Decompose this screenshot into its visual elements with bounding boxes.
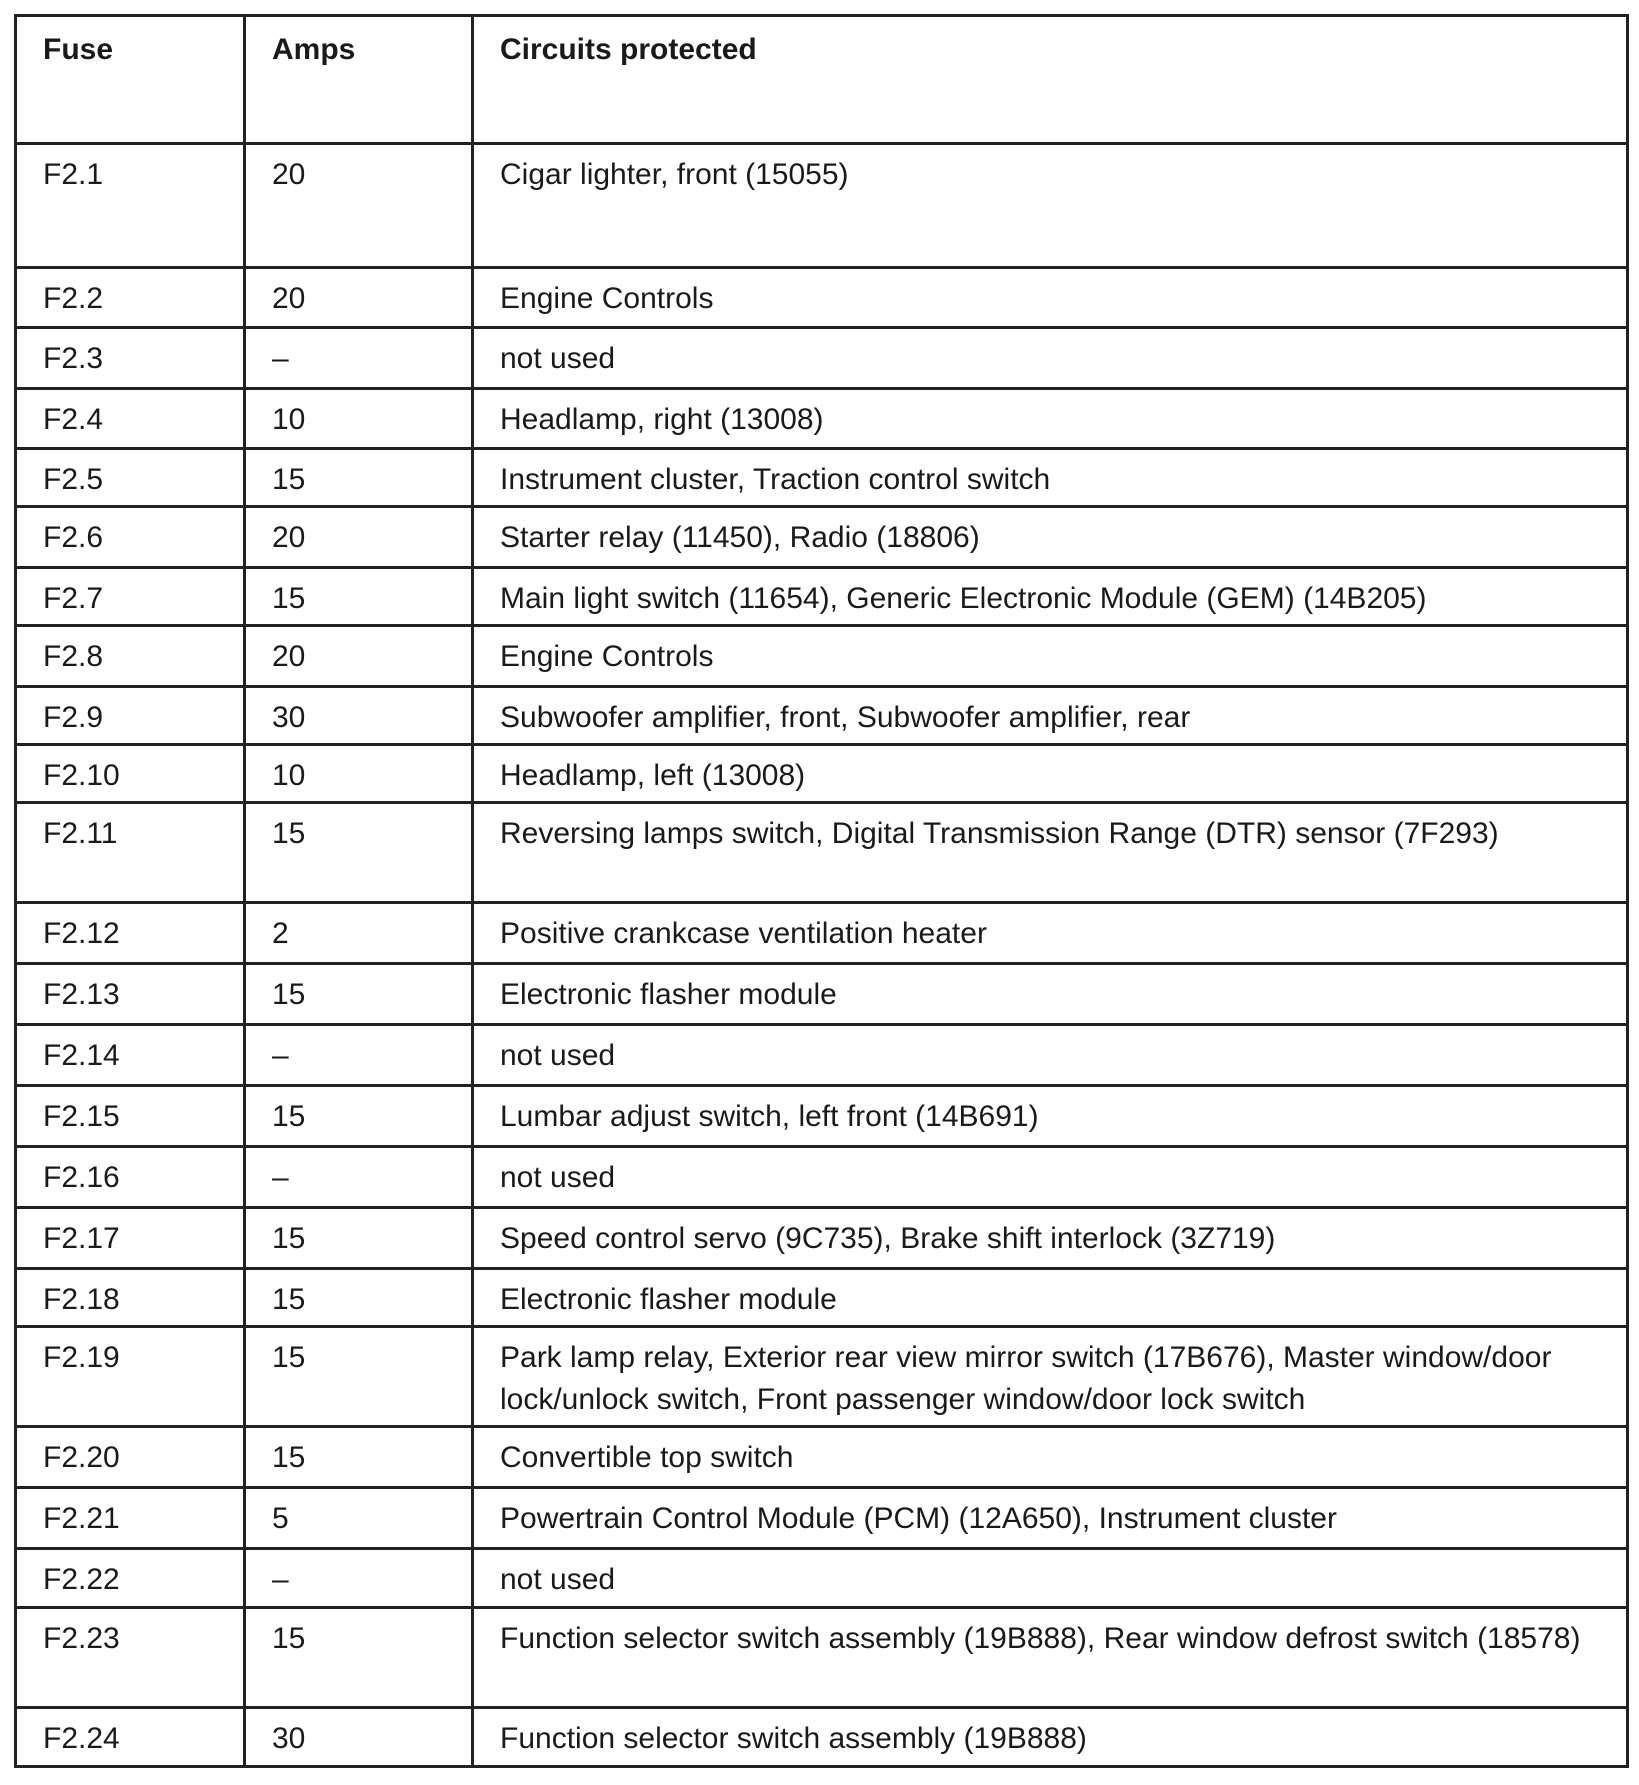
amps-cell: – — [245, 328, 473, 389]
fuse-cell: F2.9 — [16, 687, 245, 745]
amps-cell: 10 — [245, 745, 473, 803]
circuits-cell: not used — [473, 1025, 1628, 1086]
amps-cell: 10 — [245, 389, 473, 449]
amps-cell: 20 — [245, 268, 473, 328]
circuits-cell: Main light switch (11654), Generic Electronic Module (GEM) (14B205) — [473, 568, 1628, 626]
fuse-cell: F2.1 — [16, 144, 245, 268]
fuse-cell: F2.4 — [16, 389, 245, 449]
circuits-cell: not used — [473, 1549, 1628, 1608]
amps-cell: 15 — [245, 1427, 473, 1488]
amps-cell: 15 — [245, 964, 473, 1025]
fuse-cell: F2.23 — [16, 1608, 245, 1708]
fuse-cell: F2.21 — [16, 1488, 245, 1549]
circuits-cell: Park lamp relay, Exterior rear view mirror switch (17B676), Master window/door lock/unlock switch, Front passenger window/door lock switch — [473, 1327, 1628, 1427]
table-row — [16, 745, 1628, 803]
amps-cell: – — [245, 1147, 473, 1208]
table-row — [16, 626, 1628, 687]
fuse-cell: F2.2 — [16, 268, 245, 328]
fuse-cell: F2.18 — [16, 1269, 245, 1327]
fuse-cell: F2.8 — [16, 626, 245, 687]
table-row — [16, 1327, 1628, 1427]
fuse-cell: F2.14 — [16, 1025, 245, 1086]
amps-cell: 15 — [245, 1608, 473, 1708]
amps-cell: 2 — [245, 903, 473, 964]
header-amps: Amps — [245, 16, 473, 144]
table-row — [16, 568, 1628, 626]
amps-cell: 15 — [245, 1208, 473, 1269]
amps-cell: 15 — [245, 449, 473, 507]
circuits-cell: Engine Controls — [473, 626, 1628, 687]
fuse-table — [14, 14, 1629, 1768]
table-row — [16, 389, 1628, 449]
table-row — [16, 1025, 1628, 1086]
circuits-cell: Positive crankcase ventilation heater — [473, 903, 1628, 964]
circuits-cell: Powertrain Control Module (PCM) (12A650), Instrument cluster — [473, 1488, 1628, 1549]
fuse-cell: F2.7 — [16, 568, 245, 626]
fuse-cell: F2.6 — [16, 507, 245, 568]
amps-cell: 20 — [245, 507, 473, 568]
amps-cell: 15 — [245, 1086, 473, 1147]
circuits-cell: Lumbar adjust switch, left front (14B691) — [473, 1086, 1628, 1147]
fuse-cell: F2.17 — [16, 1208, 245, 1269]
table-row — [16, 144, 1628, 268]
circuits-cell: not used — [473, 1147, 1628, 1208]
fuse-cell: F2.3 — [16, 328, 245, 389]
table-row — [16, 1608, 1628, 1708]
circuits-cell: Speed control servo (9C735), Brake shift interlock (3Z719) — [473, 1208, 1628, 1269]
circuits-cell: Headlamp, right (13008) — [473, 389, 1628, 449]
fuse-cell: F2.24 — [16, 1708, 245, 1767]
circuits-cell: Function selector switch assembly (19B888) — [473, 1708, 1628, 1767]
table-row — [16, 803, 1628, 903]
circuits-cell: Instrument cluster, Traction control switch — [473, 449, 1628, 507]
table-row — [16, 1488, 1628, 1549]
table-row — [16, 1147, 1628, 1208]
amps-cell: 5 — [245, 1488, 473, 1549]
circuits-cell: not used — [473, 328, 1628, 389]
fuse-cell: F2.13 — [16, 964, 245, 1025]
circuits-cell: Starter relay (11450), Radio (18806) — [473, 507, 1628, 568]
amps-cell: 20 — [245, 626, 473, 687]
amps-cell: 15 — [245, 803, 473, 903]
table-row — [16, 903, 1628, 964]
table-row — [16, 1208, 1628, 1269]
amps-cell: – — [245, 1025, 473, 1086]
circuits-cell: Convertible top switch — [473, 1427, 1628, 1488]
header-fuse: Fuse — [16, 16, 245, 144]
circuits-cell: Electronic flasher module — [473, 964, 1628, 1025]
table-row — [16, 964, 1628, 1025]
table-header-row — [16, 16, 1628, 144]
amps-cell: 15 — [245, 1269, 473, 1327]
fuse-cell: F2.10 — [16, 745, 245, 803]
fuse-cell: F2.12 — [16, 903, 245, 964]
fuse-cell: F2.22 — [16, 1549, 245, 1608]
fuse-cell: F2.20 — [16, 1427, 245, 1488]
fuse-cell: F2.19 — [16, 1327, 245, 1427]
table-row — [16, 1549, 1628, 1608]
fuse-cell: F2.15 — [16, 1086, 245, 1147]
table-row — [16, 1427, 1628, 1488]
fuse-cell: F2.5 — [16, 449, 245, 507]
amps-cell: 30 — [245, 1708, 473, 1767]
amps-cell: 30 — [245, 687, 473, 745]
circuits-cell: Reversing lamps switch, Digital Transmission Range (DTR) sensor (7F293) — [473, 803, 1628, 903]
table-row — [16, 687, 1628, 745]
circuits-cell: Subwoofer amplifier, front, Subwoofer amplifier, rear — [473, 687, 1628, 745]
table-row — [16, 1269, 1628, 1327]
circuits-cell: Engine Controls — [473, 268, 1628, 328]
table-row — [16, 1086, 1628, 1147]
amps-cell: 20 — [245, 144, 473, 268]
amps-cell: 15 — [245, 1327, 473, 1427]
circuits-cell: Headlamp, left (13008) — [473, 745, 1628, 803]
circuits-cell: Cigar lighter, front (15055) — [473, 144, 1628, 268]
circuits-cell: Function selector switch assembly (19B888), Rear window defrost switch (18578) — [473, 1608, 1628, 1708]
fuse-cell: F2.16 — [16, 1147, 245, 1208]
table-row — [16, 268, 1628, 328]
table-row — [16, 328, 1628, 389]
table-row — [16, 449, 1628, 507]
table-row — [16, 1708, 1628, 1767]
header-circuits: Circuits protected — [473, 16, 1628, 144]
circuits-cell: Electronic flasher module — [473, 1269, 1628, 1327]
amps-cell: – — [245, 1549, 473, 1608]
table-row — [16, 507, 1628, 568]
fuse-cell: F2.11 — [16, 803, 245, 903]
amps-cell: 15 — [245, 568, 473, 626]
